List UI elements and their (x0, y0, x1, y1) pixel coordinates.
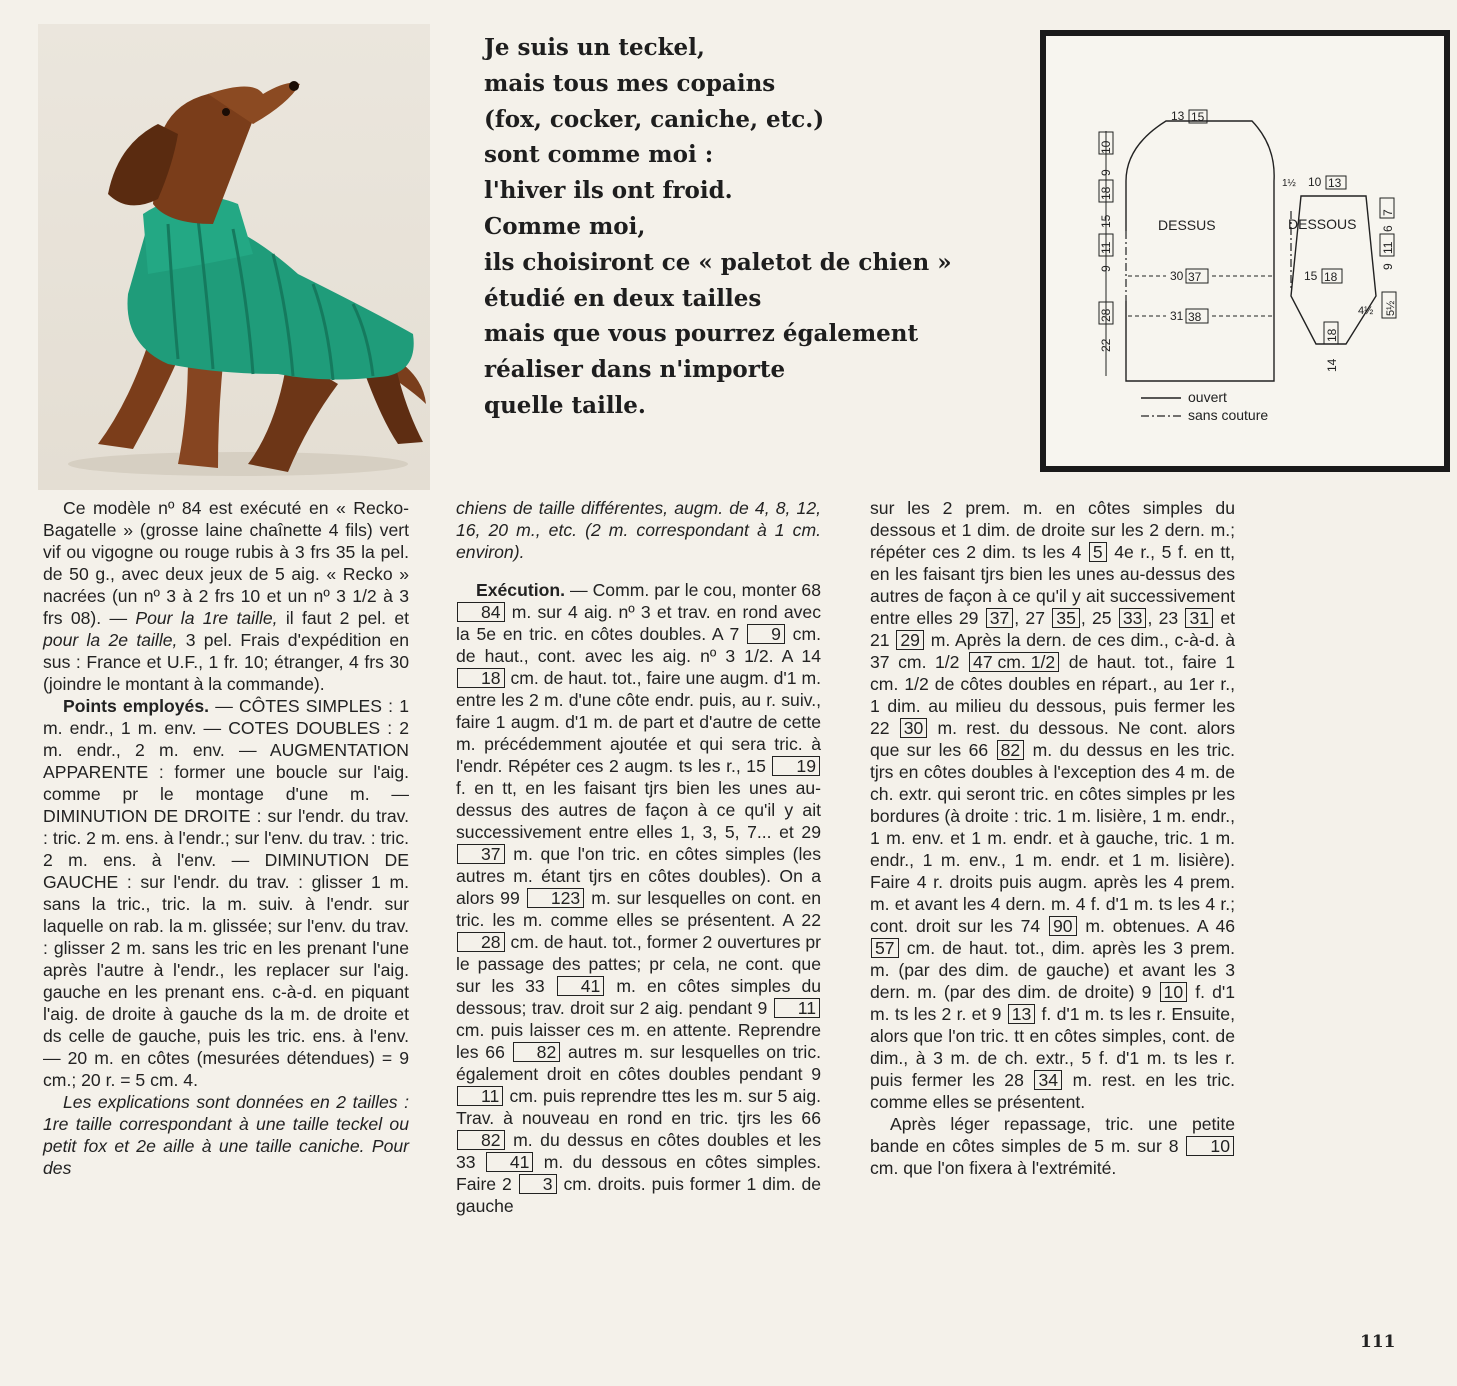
dim-right-a: 7 (1381, 209, 1395, 216)
poem-line: mais que vous pourrez également (484, 320, 919, 348)
dim-under-top: 10 (1308, 175, 1322, 189)
text: chiens de taille différentes, augm. de 4, 8, 12, 16, 20 m., etc. (2 m. correspondant à 1 cm. environ). (456, 498, 821, 562)
text: , 23 (1147, 608, 1179, 628)
dim-left-c: 18 (1099, 186, 1113, 200)
dim-top-alt: 15 (1191, 110, 1205, 124)
dim-width-low: 31 (1170, 309, 1184, 323)
text: et 21 (870, 608, 1236, 650)
text: , 27 (1014, 608, 1045, 628)
text: Les explications sont données en 2 tailles : 1re taille correspondant à une taille teckel ou petit fox et 2e aille à une taille caniche. Pour des (43, 1092, 409, 1178)
text: cm. de haut. tot., dim. après les 3 prem. m. (par des dim. de gauche) et avant les 3 dern. m. (par des dim. de droite) 9 (870, 938, 1235, 1002)
text: m. rest. du dessous. Ne cont. alors que sur les 66 (870, 718, 1235, 760)
text: m. obtenues. A 46 (1085, 916, 1236, 936)
poem-block (484, 30, 1024, 424)
text: m. que l'on tric. en côtes simples (les autres m. étant tjrs en côtes doubles). On a alors 99 (456, 844, 821, 908)
dachshund-illustration (38, 24, 430, 490)
size-box: 13 (1008, 1004, 1036, 1024)
size-box: 84 (457, 602, 505, 622)
dim-under-bottom-alt: 18 (1325, 328, 1339, 342)
text: m. sur 4 aig. nº 3 et trav. en rond avec la 5e en tric. en côtes doubles. A 7 (456, 602, 822, 644)
text: Après léger repassage, tric. une petite bande en côtes simples de 5 m. sur 8 (870, 1114, 1235, 1156)
dim-width-mid: 30 (1170, 269, 1184, 283)
size-box: 30 (900, 718, 928, 738)
dim-right-c: 11 (1381, 241, 1395, 254)
dim-right-frac: 4½ (1358, 305, 1374, 317)
poem-line: ils choisiront ce « paletot de chien » (484, 248, 952, 276)
size-box: 10 (1186, 1136, 1234, 1156)
size-box: 41 (557, 976, 605, 996)
poem-line: Comme moi, (484, 212, 646, 240)
text: cm. de haut. tot., former 2 ouvertures pr le passage des pattes; pr cela, ne cont. que sur les 33 (456, 932, 822, 996)
pattern-diagram (1040, 30, 1450, 472)
text: 4e r., 5 f. en tt, en les faisant tjrs bien les unes au-dessus des autres de façon à ce qu'il y ait successivement entre elles 29 (870, 542, 1235, 628)
text: Pour la 1re taille, (135, 608, 278, 628)
text-column-2 (456, 497, 821, 1217)
dim-right-d: 9 (1381, 263, 1395, 270)
size-box: 18 (457, 668, 505, 688)
text: il faut 2 pel. et (285, 608, 410, 628)
pattern-schematic (1046, 36, 1444, 466)
size-box: 5 (1089, 542, 1107, 562)
size-box: 9 (747, 624, 785, 644)
text: — CÔTES SIMPLES : 1 m. endr., 1 m. env. — COTES DOUBLES : 2 m. endr., 2 m. env. — AUGMENTATION APPARENTE : former une boucle sur l'aig. comme pr le montage d'une m. — DIMINUTION DE DROITE : sur l'endr. du trav. : tric. 2 m. ens. à l'endr.; sur l'env. du trav. : tric. 2 m. ens. à l'env. — DIMINUTION DE GAUCHE : sur l'endr. du trav. : glisser 1 m. sans la tric., tric. la m. suiv. à l'endr. sur laquelle on rab. la m. glissée; sur l'env. du trav. : glisser 2 m. sans les tric en les prenant l'une après l'autre à l'endr., les replacer sur l'aig. gauche en les prenant ens. c-à-d. en piquant l'aig. de droite à gauche ds la m. de droite et ds celle de gauche, puis les tric. ens. à l'env. — 20 m. en côtes (mesurées détendues) = 9 cm.; 20 r. = 5 cm. 4. (43, 696, 410, 1090)
size-box: 82 (457, 1130, 505, 1150)
text: m. du dessus en les tric. tjrs en côtes doubles à l'exception des 4 m. de ch. extr. qui seront tric. en côtes simples pr les bordures (à droite : tric. 1 m. lisière, 1 m. endr., 1 m. env. et 1 m. endr. et à gauche, tric. 1 m. endr., 1 m. env., 1 m. endr. et 1 m. lisière). Faire 4 r. droits puis augm. après les 4 prem. m. et avant les 4 dern. m. 4 f. d'1 m. ts les 4 r.; cont. droit sur les 74 (870, 740, 1236, 936)
text: cm. de haut. tot., faire une augm. d'1 m. entre les 2 m. d'une côte endr. puis, au r. suiv., faire 1 augm. d'1 m. de part et d'autre de cette m. précédemment ajoutée et qui sera tric. à l'endr. Répéter ces 2 augm. ts les r., 15 (456, 668, 822, 776)
text: f. d'1 m. ts les 2 r. et 9 (870, 982, 1236, 1024)
dim-left-h: 22 (1099, 338, 1113, 352)
dim-top: 13 (1171, 109, 1185, 123)
size-box: 11 (774, 998, 820, 1018)
size-box: 29 (896, 630, 924, 650)
text: m. Après la dern. de ces dim., c-à-d. à 37 cm. 1/2 (870, 630, 1236, 672)
dim-left-a: 10 (1099, 140, 1113, 154)
paragraph (870, 1113, 1235, 1179)
text: m. en côtes simples du dessous; trav. droit sur 2 aig. pendant 9 (456, 976, 822, 1018)
poem-line: sont comme moi : (484, 141, 714, 169)
paragraph (456, 497, 821, 563)
dim-right-b: 6 (1381, 225, 1395, 232)
size-box: 34 (1034, 1070, 1062, 1090)
paragraph (43, 1091, 409, 1179)
text: cm. de haut., cont. avec les aig. nº 3 1/2. A 14 (456, 624, 821, 666)
text: sur les 2 prem. m. en côtes simples du dessous et 1 dim. de droite sur les 2 dern. m.; répéter ces 2 dim. ts les 4 (870, 498, 1235, 562)
poem-line: (fox, cocker, caniche, etc.) (484, 105, 825, 133)
dim-under-bottom: 14 (1325, 358, 1339, 372)
dim-left-g: 28 (1099, 308, 1113, 322)
legend-seamless: sans couture (1188, 407, 1269, 423)
size-box: 11 (457, 1086, 503, 1106)
dim-right-frac-alt: 5½ (1385, 300, 1397, 316)
poem-line: Je suis un teckel, (484, 34, 705, 61)
poem-line: l'hiver ils ont froid. (484, 177, 733, 205)
legend-open: ouvert (1188, 389, 1227, 405)
text: 3 pel. Frais d'expédition en sus : France et U.F., 1 fr. 10; étranger, 4 frs 30 (joindre le montant à la commande). (43, 630, 410, 694)
text-column-3 (870, 497, 1235, 1179)
text-column-1 (43, 497, 409, 1179)
size-box: 33 (1119, 608, 1147, 628)
dim-under-frac: 1½ (1282, 178, 1296, 189)
dim-left-b: 9 (1099, 169, 1113, 176)
text: cm. droits. puis former 1 dim. de gauche (456, 1174, 822, 1216)
page-number: 111 (1360, 1332, 1396, 1352)
size-box: 10 (1160, 982, 1188, 1002)
text: m. rest. en les tric. comme elles se présentent. (870, 1070, 1236, 1112)
text: de haut. tot., faire 1 cm. 1/2 de côtes doubles en répart., au 1er r., 1 dim. au milieu du dessous, puis fermer les 22 (870, 652, 1235, 738)
size-box: 19 (772, 756, 820, 776)
paragraph (456, 579, 821, 1217)
text: pour la 2e taille, (43, 630, 178, 650)
size-box: 47 cm. 1/2 (969, 652, 1059, 672)
dessus-label: DESSUS (1158, 217, 1216, 233)
size-box: 123 (527, 888, 584, 908)
text: cm. puis reprendre ttes les m. sur 5 aig. Trav. à nouveau en rond en tric. tjrs les 66 (456, 1086, 822, 1128)
text: — Comm. par le cou, monter 68 (569, 580, 821, 600)
dim-left-d: 15 (1099, 214, 1113, 228)
text: m. du dessous en côtes simples. Faire 2 (456, 1152, 821, 1194)
poem-line: mais tous mes copains (484, 69, 776, 97)
poem-line: réaliser dans n'importe (484, 356, 786, 384)
text: cm. puis laisser ces m. en attente. Reprendre les 66 (456, 1020, 821, 1062)
paragraph (43, 497, 409, 695)
dim-left-e: 11 (1099, 241, 1113, 254)
size-box: 37 (986, 608, 1014, 628)
text: f. d'1 m. ts les r. Ensuite, alors que l'on tric. tt en côtes simples, cont. de dim., à 3 m. de ch. extr., 5 f. d'1 m. ts les r. puis fermer les 28 (870, 1004, 1235, 1090)
dog-photo (38, 24, 430, 490)
dim-left-f: 9 (1099, 265, 1113, 272)
size-box: 35 (1052, 608, 1080, 628)
size-box: 28 (457, 932, 505, 952)
size-box: 82 (513, 1042, 561, 1062)
size-box: 37 (457, 844, 505, 864)
paragraph (43, 695, 409, 1091)
text: m. du dessus en côtes doubles et les 33 (456, 1130, 822, 1172)
poem-line: étudié en deux tailles (484, 284, 762, 312)
section-heading: Points employés. (63, 696, 209, 716)
dim-width-mid-alt: 37 (1188, 270, 1202, 284)
dim-under-top-alt: 13 (1328, 176, 1342, 190)
text: autres m. sur lesquelles on tric. également droit en côtes doubles pendant 9 (456, 1042, 822, 1084)
size-box: 3 (519, 1174, 557, 1194)
poem-line: quelle taille. (484, 391, 646, 419)
size-box: 57 (871, 938, 899, 958)
paragraph (870, 497, 1235, 1113)
text: , 25 (1080, 608, 1112, 628)
dim-width-low-alt: 38 (1188, 310, 1202, 324)
text: cm. que l'on fixera à l'extrémité. (870, 1158, 1117, 1178)
size-box: 90 (1049, 916, 1077, 936)
size-box: 82 (997, 740, 1025, 760)
size-box: 41 (486, 1152, 534, 1172)
section-heading: Exécution. (476, 580, 565, 600)
dim-under-mid: 15 (1304, 269, 1318, 283)
text: m. sur lesquelles on cont. en tric. les m. comme elles se présentent. A 22 (456, 888, 822, 930)
dessous-label: DESSOUS (1288, 216, 1357, 232)
size-box: 31 (1185, 608, 1213, 628)
text: f. en tt, en les faisant tjrs bien les unes au-dessus des autres de façon à ce qu'il y ait successivement entre elles 1, 3, 5, 7... et 29 (456, 778, 821, 842)
text: Ce modèle nº 84 est exécuté en « Recko-Bagatelle » (grosse laine chaînette 4 fils) vert vif ou vigogne ou rouge rubis à 3 frs 35 la pel. de 50 g., avec deux jeux de 5 aig. « Recko » nacrées (un nº 3 à 2 frs 10 et un nº 3 1/2 à 3 frs 08). — (43, 498, 409, 628)
dim-under-mid-alt: 18 (1324, 270, 1338, 284)
